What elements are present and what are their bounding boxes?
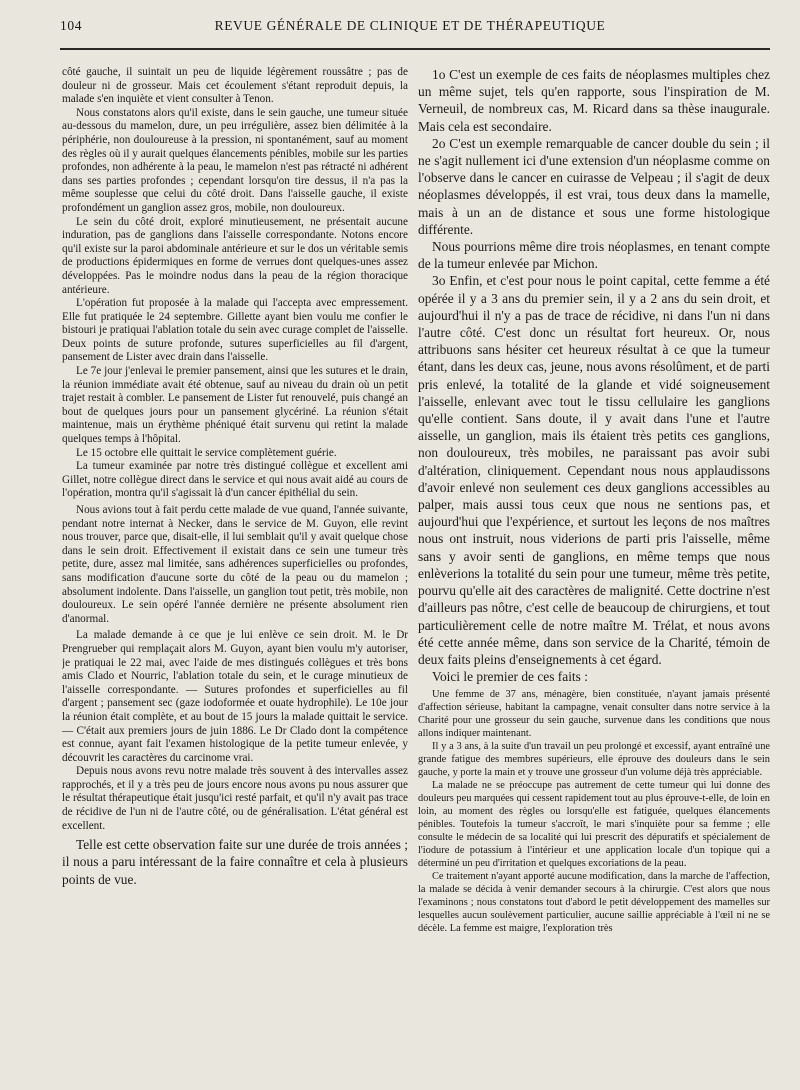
paragraph: La tumeur examinée par notre très distingué collègue et excellent ami Gillet, notre collègue direct dans le service et qui nous avait aidé au cours de l'opération, montra qu'il s'agissait là d'un cancer épithélial du sein. [62, 460, 408, 500]
paragraph: Le 15 octobre elle quittait le service complètement guérie. [76, 446, 337, 459]
paragraph: Une femme de 37 ans, ménagère, bien constituée, n'ayant jamais présenté d'affection sérieuse, habitant la campagne, venait consulter dans notre service à la Charité pour une grosseur du sein gauche, survenue dans les conditions que nous allons indiquer maintenant. [418, 689, 770, 740]
paragraph: Le sein du côté droit, exploré minutieusement, ne présentait aucune induration, pas de ganglions dans l'aisselle correspondante. Notons encore qu'il existe sur la paroi abdominale antérieure et sur le dos un véritable semis de productions épidermiques en forme de verrues dont quelques-unes assez développées. Pas le moindre nodus dans la peau de la région thoracique antérieure. [62, 215, 408, 296]
paragraph: L'opération fut proposée à la malade qui l'accepta avec empressement. Elle fut pratiquée le 24 septembre. Gillette ayant bien voulu me confier le bistouri je pratiquai l'ablation totale du sein avec curage complet de l'aisselle. Deux points de suture profonde, sutures superficielles au fil d'argent, pansement de Lister avec drain dans l'aisselle. [62, 297, 408, 364]
right-column [418, 66, 770, 1076]
paragraph: 1o C'est un exemple de ces faits de néoplasmes multiples chez un même sujet, tels qu'en rapporte, sous l'inspiration de M. Verneuil, de nombreux cas, M. Ricard dans sa thèse inaugurale. Mais cela est secondaire. [418, 67, 770, 134]
paragraph: La malade ne se préoccupe pas autrement de cette tumeur qui lui donne des douleurs peu marquées qui cessent rapidement tout au plus éprouve-t-elle, de loin en loin, au moment des règles ou lorsqu'elle est fatiguée, quelques élancements pénibles. Toutefois la tumeur s'accroît, le mari s'inquiète pour sa femme ; elle consulte le médecin de sa localité qui lui prescrit des dépuratifs et spécialement de l'iodure de potassium à l'intérieur et une application locale d'un topique qui a déterminé un peu d'irritation et quelques excoriations de la peau. [418, 780, 770, 870]
paragraph: Il y a 3 ans, à la suite d'un travail un peu prolongé et excessif, ayant entraîné une grande fatigue des membres supérieurs, elle éprouve des douleurs dans le sein gauche, y porte la main et y trouve une grosseur d'un volume déjà très appréciable. [418, 741, 770, 779]
paragraph: Nous avions tout à fait perdu cette malade de vue quand, l'année suivante, pendant notre internat à Necker, dans le service de M. Guyon, elle revint nous trouver, parce que, disait-elle, il lui semblait qu'il y avait quelque chose dans le sein droit. Effectivement il existait dans ce sein une tumeur très petite, dure, assez mal limitée, sans adhérences superficielles ou profondes, sans modification d'aucune sorte du côté de la peau ou du mamelon ; absolument indolente. Dans l'aisselle, un ganglion tout petit, très mobile, non douloureux. Le sein opéré l'année dernière ne présente absolument rien d'anormal. [62, 504, 408, 625]
paragraph: Telle est cette observation faite sur une durée de trois années ; il nous a paru intéressant de la faire connaître et cela à plusieurs points de vue. [62, 837, 408, 887]
paragraph: 2o C'est un exemple remarquable de cancer double du sein ; il ne s'agit nullement ici d'une extension d'un néoplasme comme on l'observe dans le cancer en cuirasse de Velpeau ; il s'agit de deux néoplasmes développés, il est vrai, tous deux dans la mamelle, mais à un an de distance et sous une forme histologique différente. [418, 135, 770, 237]
paragraph: La malade demande à ce que je lui enlève ce sein droit. M. le Dr Prengrueber qui remplaçait alors M. Guyon, ayant bien voulu m'y autoriser, je pratiquai le 22 mai, avec l'aide de mes distingués collègues et très bons amis Clado et Nourric, l'ablation totale du sein, et le curage minutieux de l'aisselle correspondante. — Sutures profondes et superficielles au fil d'argent ; pansement sec (gaze iodoformée et ouate hydrophile). Le 10e jour la réunion était complète, et au bout de 15 jours la malade quittait le service. — C'était aux premiers jours de juin 1886. Le Dr Clado dont la compétence est connue, ayant fait l'examen histologique de la petite tumeur enlevée, y découvrit les caractères du carcinome vrai. [62, 629, 408, 764]
running-title: REVUE GÉNÉRALE DE CLINIQUE ET DE THÉRAPEUTIQUE [214, 18, 606, 33]
paragraph: 3o Enfin, et c'est pour nous le point capital, cette femme a été opérée il y a 3 ans du premier sein, il y a 2 ans du sein droit, et aujourd'hui il n'y a pas de trace de récidive, ni dans l'un ni dans l'autre côté. C'est donc un résultat fort heureux. Or, nous attribuons sans hésiter cet heureux résultat à ce que la tumeur étant, dans les deux cas, jeune, nous avons résolûment, et de parti pris enlevé, la totalité de la glande et vidé soigneusement l'aisselle, enlevant avec tout le tissu cellulaire les ganglions qu'elle contient. Sans doute, il y avait dans l'une et l'autre aisselle, un ganglion, mais ils étaient très petits ces ganglions, non douloureux, très mobiles, ne paraissant pas avoir subi d'altération, cliniquement. Cependant nous nous applaudissons d'avoir enlevé non seulement ces deux ganglions accessibles au palper, mais aussi tous ceux que nous ne sentions pas, et aujourd'hui que l'expérience, et surtout les leçons de nos maîtres nous ont instruit, nous viderions de parti pris l'aisselle, même sans y avoir senti de ganglions, en même temps que nous enlèverions la totalité du sein pour une tumeur, même très petite, pourvu qu'elle ait des caractères de malignité. Cette doctrine n'est d'ailleurs pas nôtre, c'est celle de beaucoup de chirurgiens, et tout particulièrement celle de notre maître M. Trélat, et nous avons été cette année même, dans son service de la Charité, témoin de deux faits pleins d'enseignements à cet égard. [418, 273, 770, 667]
paragraph: Nous pourrions même dire trois néoplasmes, en tenant compte de la tumeur enlevée par Michon. [418, 239, 770, 272]
paragraph: Ce traitement n'ayant apporté aucune modification, dans la marche de l'affection, la malade se décida à venir demander secours à la chirurgie. C'est alors que nous l'examinons ; nous constatons tout d'abord le petit développement des mamelles sur lesquelles aucun soulèvement particulier, aucune saillie appréciable à l'œil ni ne se décèle. La femme est maigre, l'exploration très [418, 871, 770, 935]
paragraph: Nous constatons alors qu'il existe, dans le sein gauche, une tumeur située au-dessous du mamelon, dure, un peu irrégulière, assez bien délimitée à la périphérie, non douloureuse à la pression, ni spontanément, sauf au moment des règles où il y aurait quelques élancements pénibles, mobile sur les parties profondes, non adhérente à la peau, le mamelon n'est pas rétracté ni adhérent dans ses parties profondes ; cependant lorsqu'on tire dessus, il n'a pas la même souplesse que celui du côté droit. Dans l'aisselle gauche, il existe profondément un ganglion assez gros, mobile, non douloureux. [62, 106, 408, 214]
paragraph: côté gauche, il suintait un peu de liquide légèrement roussâtre ; pas de douleur ni de grosseur. Mais cet écoulement s'étant reproduit depuis, la malade s'en inquiète et vient consulter à Tenon. [62, 66, 408, 106]
page-number: 104 [60, 18, 83, 33]
paragraph: Depuis nous avons revu notre malade très souvent à des intervalles assez rapprochés, et il y a très peu de jours encore nous avons pu nous assurer que le résultat thérapeutique était jusqu'ici resté parfait, et qu'il n'y avait pas trace de récidive de l'un ni de l'autre côté, ou de généralisation. L'état général est excellent. [62, 765, 408, 832]
header-rule [60, 48, 770, 50]
page-header [60, 18, 770, 40]
left-column [62, 66, 408, 1076]
paragraph: Le 7e jour j'enlevai le premier pansement, ainsi que les sutures et le drain, la réunion immédiate avait été obtenue, sauf au niveau du drain où un petit trajet restait à combler. Le pansement de Lister fut renouvelé, puis changé an bout de quelques jours pour un pansement glycériné. La réunion s'était maintenue, mais un érythème phéniqué était survenu qui retint la malade quelques temps à l'hôpital. [62, 365, 408, 446]
paragraph: Voici le premier de ces faits : [432, 669, 588, 685]
